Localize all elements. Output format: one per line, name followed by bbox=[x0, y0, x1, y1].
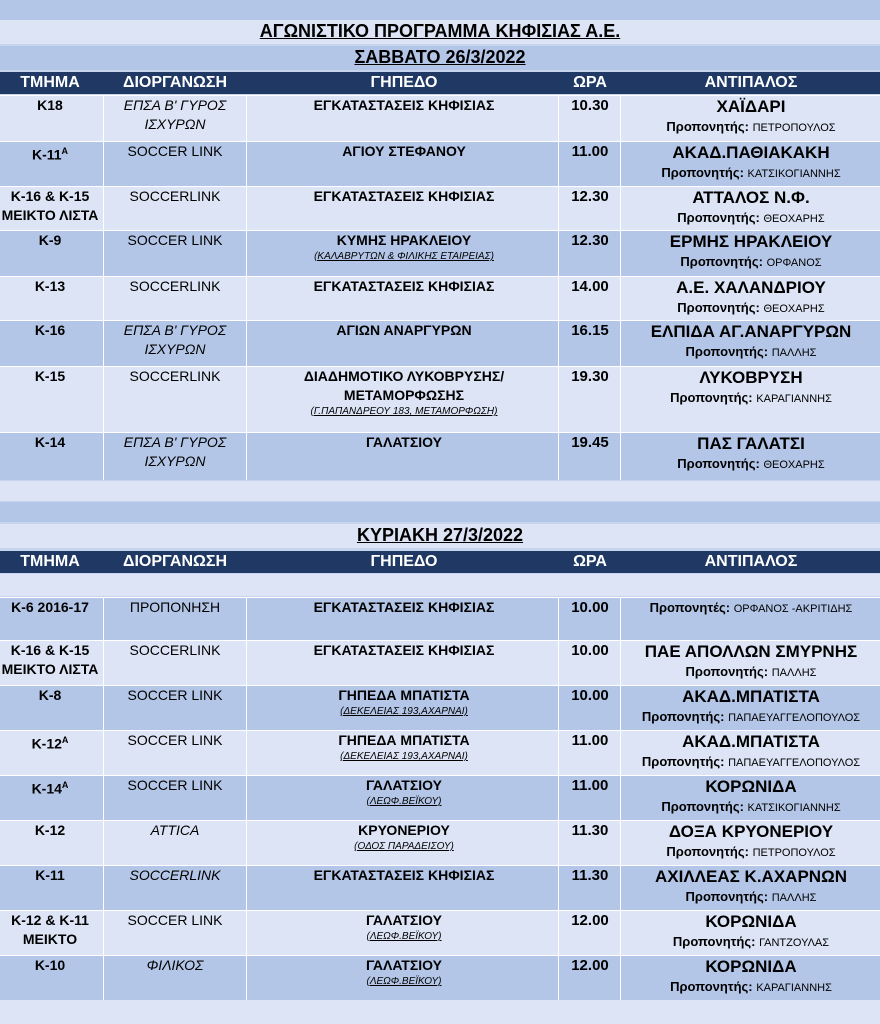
table-row bbox=[0, 141, 880, 186]
table-row bbox=[0, 186, 880, 230]
venue-address: (ΚΑΛΑΒΡΥΤΩΝ & ΦΙΛΙΚΗΣ ΕΤΑΙΡΕΙΑΣ) bbox=[314, 251, 494, 262]
team-cell: Κ-15 bbox=[34, 368, 66, 384]
column-divider bbox=[246, 187, 247, 230]
team-cell: Κ-13 bbox=[34, 278, 66, 294]
competition-cell: SOCCER LINK bbox=[127, 732, 223, 748]
saturday-header-row bbox=[0, 72, 880, 94]
column-divider bbox=[246, 367, 247, 432]
column-divider bbox=[620, 821, 621, 865]
column-divider bbox=[103, 686, 104, 730]
opponent-name: ΕΡΜΗΣ ΗΡΑΚΛΕΙΟΥ bbox=[669, 232, 833, 251]
coach-name: ΘΕΟΧΑΡΗΣ bbox=[763, 459, 825, 471]
column-divider bbox=[620, 866, 621, 910]
time-cell: 11.30 bbox=[571, 867, 609, 884]
column-divider bbox=[620, 776, 621, 820]
opponent-name: ΑΧΙΛΛΕΑΣ Κ.ΑΧΑΡΝΩΝ bbox=[655, 867, 847, 886]
time-cell: 11.00 bbox=[571, 732, 609, 749]
empty-row bbox=[0, 1000, 880, 1024]
team-cell: Κ18 bbox=[37, 97, 63, 113]
column-divider bbox=[620, 641, 621, 685]
page-title: ΑΓΩΝΙΣΤΙΚΟ ΠΡΟΓΡΑΜΜΑ ΚΗΦΙΣΙΑΣ Α.Ε. bbox=[0, 20, 880, 44]
column-divider bbox=[246, 231, 247, 276]
venue-name: ΕΓΚΑΤΑΣΤΑΣΕΙΣ ΚΗΦΙΣΙΑΣ bbox=[313, 97, 495, 113]
column-divider bbox=[103, 866, 104, 910]
venue-name: ΕΓΚΑΤΑΣΤΑΣΕΙΣ ΚΗΦΙΣΙΑΣ bbox=[313, 278, 495, 294]
venue-cell bbox=[248, 598, 560, 617]
opponent-cell bbox=[622, 641, 880, 683]
column-divider bbox=[246, 866, 247, 910]
spacer-band bbox=[0, 502, 880, 522]
opponent-cell bbox=[622, 231, 880, 273]
opponent-cell bbox=[622, 321, 880, 363]
time-cell: 14.00 bbox=[571, 278, 609, 295]
column-divider bbox=[246, 731, 247, 775]
venue-cell bbox=[248, 231, 560, 264]
venue-address: (ΔΕΚΕΛΕΙΑΣ 193,ΑΧΑΡΝΑΙ) bbox=[340, 751, 468, 762]
time-cell: 10.00 bbox=[571, 599, 609, 616]
venue-address: (ΛΕΩΦ.ΒΕΪΚΟΥ) bbox=[366, 796, 442, 807]
venue-name: ΓΑΛΑΤΣΙΟΥ bbox=[366, 912, 442, 928]
opponent-name: ΑΚΑΔ.ΠΑΘΙΑΚΑΚΗ bbox=[672, 143, 830, 162]
header-venue: ΓΗΠΕΔΟ bbox=[370, 553, 438, 570]
opponent-cell bbox=[622, 142, 880, 184]
coach-line: Προπονητής: ΚΑΤΣΙΚΟΓΙΑΝΝΗΣ bbox=[661, 165, 841, 180]
coach-name: ΠΕΤΡΟΠΟΥΛΟΣ bbox=[752, 122, 836, 134]
time-cell: 19.30 bbox=[571, 368, 609, 385]
opponent-cell bbox=[622, 776, 880, 818]
competition-cell: ΦΙΛΙΚΟΣ bbox=[146, 957, 204, 973]
coach-name: ΠΑΛΛΗΣ bbox=[771, 892, 817, 904]
coach-name: ΚΑΤΣΙΚΟΓΙΑΝΝΗΣ bbox=[747, 802, 841, 814]
time-cell: 16.15 bbox=[571, 322, 609, 339]
header-team: ΤΜΗΜΑ bbox=[20, 74, 80, 91]
sunday-header-row bbox=[0, 551, 880, 573]
time-cell: 10.00 bbox=[571, 642, 609, 659]
column-divider bbox=[103, 187, 104, 230]
time-cell: 19.45 bbox=[571, 434, 609, 451]
opponent-cell bbox=[622, 731, 880, 773]
competition-cell: ΠΡΟΠΟΝΗΣΗ bbox=[129, 599, 221, 615]
coach-line: Προπονητής: ΠΑΠΑΕΥΑΓΓΕΛΟΠΟΥΛΟΣ bbox=[641, 754, 861, 769]
venue-cell bbox=[248, 686, 560, 719]
coach-line: Προπονητές: ΟΡΦΑΝΟΣ -ΑΚΡΙΤΙΔΗΣ bbox=[649, 600, 853, 615]
column-divider bbox=[103, 731, 104, 775]
venue-name: ΓΗΠΕΔΑ ΜΠΑΤΙΣΤΑ bbox=[338, 732, 470, 748]
column-divider bbox=[620, 731, 621, 775]
column-divider bbox=[620, 321, 621, 366]
venue-name: ΕΓΚΑΤΑΣΤΑΣΕΙΣ ΚΗΦΙΣΙΑΣ bbox=[313, 599, 495, 615]
column-divider bbox=[103, 956, 104, 1000]
opponent-cell bbox=[622, 866, 880, 908]
coach-name: ΠΑΛΛΗΣ bbox=[771, 347, 817, 359]
opponent-cell bbox=[622, 598, 880, 619]
table-row bbox=[0, 640, 880, 685]
opponent-name: ΠΑΕ ΑΠΟΛΛΩΝ ΣΜΥΡΝΗΣ bbox=[644, 642, 858, 661]
venue-cell bbox=[248, 96, 560, 115]
coach-name: ΚΑΤΣΙΚΟΓΙΑΝΝΗΣ bbox=[747, 168, 841, 180]
coach-name: ΠΕΤΡΟΠΟΥΛΟΣ bbox=[752, 847, 836, 859]
venue-cell bbox=[248, 321, 560, 340]
opponent-cell bbox=[622, 956, 880, 998]
column-divider bbox=[620, 231, 621, 276]
venue-cell bbox=[248, 821, 560, 854]
table-row bbox=[0, 685, 880, 730]
competition-cell: SOCCERLINK bbox=[129, 867, 221, 883]
competition-cell: ΕΠΣΑ Β' ΓΥΡΟΣ ΙΣΧΥΡΩΝ bbox=[123, 97, 227, 132]
column-divider bbox=[620, 96, 621, 141]
venue-address: (Γ.ΠΑΠΑΝΔΡΕΟΥ 183, ΜΕΤΑΜΟΡΦΩΣΗ) bbox=[310, 406, 498, 417]
competition-cell: SOCCER LINK bbox=[127, 232, 223, 248]
opponent-cell bbox=[622, 686, 880, 728]
column-divider bbox=[246, 277, 247, 320]
column-divider bbox=[246, 821, 247, 865]
column-divider bbox=[246, 142, 247, 186]
venue-address: (ΟΔΟΣ ΠΑΡΑΔΕΙΣΟΥ) bbox=[354, 841, 454, 852]
header-competition: ΔΙΟΡΓΑΝΩΣΗ bbox=[122, 553, 228, 570]
competition-cell: ΕΠΣΑ Β' ΓΥΡΟΣ ΙΣΧΥΡΩΝ bbox=[123, 322, 227, 357]
column-divider bbox=[620, 367, 621, 432]
venue-name: ΑΓΙΟΥ ΣΤΕΦΑΝΟΥ bbox=[342, 143, 466, 159]
competition-cell: SOCCER LINK bbox=[127, 777, 223, 793]
opponent-name: ΧΑΪΔΑΡΙ bbox=[716, 97, 786, 116]
time-cell: 11.30 bbox=[571, 822, 609, 839]
column-divider bbox=[103, 367, 104, 432]
venue-name: ΑΓΙΩΝ ΑΝΑΡΓΥΡΩΝ bbox=[336, 322, 472, 338]
table-row bbox=[0, 910, 880, 955]
header-time: ΩΡΑ bbox=[573, 74, 607, 91]
opponent-cell bbox=[622, 433, 880, 475]
column-divider bbox=[103, 277, 104, 320]
coach-name: ΓΑΝΤΖΟΥΛΑΣ bbox=[759, 937, 830, 949]
time-cell: 12.00 bbox=[571, 957, 609, 974]
coach-name: ΘΕΟΧΑΡΗΣ bbox=[763, 213, 825, 225]
competition-cell: SOCCERLINK bbox=[129, 642, 221, 658]
venue-address: (ΛΕΩΦ.ΒΕΪΚΟΥ) bbox=[366, 976, 442, 987]
column-divider bbox=[246, 641, 247, 685]
table-row bbox=[0, 276, 880, 320]
opponent-name: ΚΟΡΩΝΙΔΑ bbox=[705, 957, 797, 976]
time-cell: 12.30 bbox=[571, 232, 609, 249]
team-cell: Κ-12 & Κ-11 ΜΕΙΚΤΟ bbox=[11, 912, 89, 947]
column-divider bbox=[103, 641, 104, 685]
column-divider bbox=[103, 142, 104, 186]
opponent-name: ΔΟΞΑ ΚΡΥΟΝΕΡΙΟΥ bbox=[668, 822, 834, 841]
competition-cell: ΕΠΣΑ Β' ΓΥΡΟΣ ΙΣΧΥΡΩΝ bbox=[123, 434, 227, 469]
coach-line: Προπονητής: ΠΕΤΡΟΠΟΥΛΟΣ bbox=[666, 119, 836, 134]
column-divider bbox=[103, 321, 104, 366]
team-suffix: Α bbox=[61, 780, 69, 790]
coach-name: ΚΑΡΑΓΙΑΝΝΗΣ bbox=[756, 393, 832, 405]
venue-name: ΕΓΚΑΤΑΣΤΑΣΕΙΣ ΚΗΦΙΣΙΑΣ bbox=[313, 188, 495, 204]
saturday-date: ΣΑΒΒΑΤΟ 26/3/2022 bbox=[0, 46, 880, 70]
coach-line: Προπονητής: ΘΕΟΧΑΡΗΣ bbox=[677, 300, 825, 315]
opponent-name: ΠΑΣ ΓΑΛΑΤΣΙ bbox=[697, 434, 805, 453]
coach-line: Προπονητής: ΓΑΝΤΖΟΥΛΑΣ bbox=[672, 934, 830, 949]
competition-cell: SOCCER LINK bbox=[127, 687, 223, 703]
team-suffix: Α bbox=[61, 146, 69, 156]
venue-address: (ΔΕΚΕΛΕΙΑΣ 193,ΑΧΑΡΝΑΙ) bbox=[340, 706, 468, 717]
opponent-cell bbox=[622, 821, 880, 863]
table-row bbox=[0, 597, 880, 640]
venue-cell bbox=[248, 911, 560, 944]
top-band bbox=[0, 0, 880, 20]
column-divider bbox=[246, 956, 247, 1000]
column-divider bbox=[103, 433, 104, 480]
opponent-cell bbox=[622, 187, 880, 229]
column-divider bbox=[103, 598, 104, 640]
table-row bbox=[0, 366, 880, 432]
venue-name: ΕΓΚΑΤΑΣΤΑΣΕΙΣ ΚΗΦΙΣΙΑΣ bbox=[313, 867, 495, 883]
column-divider bbox=[103, 96, 104, 141]
venue-cell bbox=[248, 142, 560, 161]
column-divider bbox=[246, 911, 247, 955]
coach-line: Προπονητής: ΚΑΤΣΙΚΟΓΙΑΝΝΗΣ bbox=[661, 799, 841, 814]
opponent-name: ΑΚΑΔ.ΜΠΑΤΙΣΤΑ bbox=[682, 732, 820, 751]
table-row bbox=[0, 320, 880, 366]
column-divider bbox=[246, 776, 247, 820]
opponent-cell bbox=[622, 911, 880, 953]
spacer-band bbox=[0, 481, 880, 501]
column-divider bbox=[246, 433, 247, 480]
competition-cell: SOCCERLINK bbox=[129, 188, 221, 204]
team-cell: Κ-6 2016-17 bbox=[11, 599, 89, 615]
header-opponent: ΑΝΤΙΠΑΛΟΣ bbox=[704, 553, 798, 570]
coach-line: Προπονητής: ΟΡΦΑΝΟΣ bbox=[680, 254, 822, 269]
coach-name: ΚΑΡΑΓΙΑΝΝΗΣ bbox=[756, 982, 832, 994]
venue-cell bbox=[248, 956, 560, 989]
column-divider bbox=[103, 231, 104, 276]
column-divider bbox=[103, 821, 104, 865]
column-divider bbox=[620, 187, 621, 230]
coach-line: Προπονητής: ΠΕΤΡΟΠΟΥΛΟΣ bbox=[666, 844, 836, 859]
team-cell: Κ-11 bbox=[35, 867, 65, 883]
coach-line: Προπονητής: ΚΑΡΑΓΙΑΝΝΗΣ bbox=[670, 979, 832, 994]
coach-line: Προπονητής: ΘΕΟΧΑΡΗΣ bbox=[677, 456, 825, 471]
table-row bbox=[0, 955, 880, 1000]
time-cell: 12.00 bbox=[571, 912, 609, 929]
team-cell: Κ-10 bbox=[34, 957, 66, 973]
opponent-name: ΑΚΑΔ.ΜΠΑΤΙΣΤΑ bbox=[682, 687, 820, 706]
table-row bbox=[0, 820, 880, 865]
coach-line: Προπονητής: ΠΑΛΛΗΣ bbox=[685, 344, 817, 359]
time-cell: 10.30 bbox=[571, 97, 609, 114]
team-cell: Κ-9 bbox=[38, 232, 62, 248]
table-row bbox=[0, 775, 880, 820]
venue-name: ΚΡΥΟΝΕΡΙΟΥ bbox=[358, 822, 450, 838]
coach-name: ΟΡΦΑΝΟΣ -ΑΚΡΙΤΙΔΗΣ bbox=[733, 603, 853, 615]
venue-name: ΓΗΠΕΔΑ ΜΠΑΤΙΣΤΑ bbox=[338, 687, 470, 703]
column-divider bbox=[246, 321, 247, 366]
venue-cell bbox=[248, 866, 560, 885]
team-suffix: Α bbox=[61, 735, 69, 745]
column-divider bbox=[620, 142, 621, 186]
team-cell: Κ-16 & Κ-15 ΜΕΙΚΤΟ ΛΙΣΤΑ bbox=[1, 642, 99, 677]
venue-cell bbox=[248, 641, 560, 660]
venue-cell bbox=[248, 277, 560, 296]
coach-name: ΘΕΟΧΑΡΗΣ bbox=[763, 303, 825, 315]
time-cell: 12.30 bbox=[571, 188, 609, 205]
table-row bbox=[0, 230, 880, 276]
opponent-cell bbox=[622, 277, 880, 319]
column-divider bbox=[620, 433, 621, 480]
team-cell: $K-14^A$ bbox=[31, 780, 69, 797]
table-row bbox=[0, 865, 880, 910]
empty-row bbox=[0, 574, 880, 596]
venue-cell bbox=[248, 433, 560, 452]
venue-cell bbox=[248, 776, 560, 809]
team-cell: Κ-16 & Κ-15 ΜΕΙΚΤΟ ΛΙΣΤΑ bbox=[1, 188, 99, 223]
column-divider bbox=[620, 686, 621, 730]
competition-cell: SOCCERLINK bbox=[129, 368, 221, 384]
column-divider bbox=[620, 277, 621, 320]
column-divider bbox=[103, 776, 104, 820]
header-opponent: ΑΝΤΙΠΑΛΟΣ bbox=[704, 74, 798, 91]
header-competition: ΔΙΟΡΓΑΝΩΣΗ bbox=[122, 74, 228, 91]
venue-name: ΓΑΛΑΤΣΙΟΥ bbox=[366, 434, 442, 450]
column-divider bbox=[620, 598, 621, 640]
opponent-name: ΕΛΠΙΔΑ ΑΓ.ΑΝΑΡΓΥΡΩΝ bbox=[650, 322, 852, 341]
time-cell: 11.00 bbox=[571, 143, 609, 160]
column-divider bbox=[620, 956, 621, 1000]
column-divider bbox=[620, 911, 621, 955]
team-cell: Κ-12 bbox=[34, 822, 66, 838]
opponent-name: ΛΥΚΟΒΡΥΣΗ bbox=[699, 368, 803, 387]
header-venue: ΓΗΠΕΔΟ bbox=[370, 74, 438, 91]
coach-name: ΠΑΛΛΗΣ bbox=[771, 667, 817, 679]
team-cell: $K-11^A$ bbox=[31, 146, 69, 163]
column-divider bbox=[246, 96, 247, 141]
opponent-cell bbox=[622, 96, 880, 138]
column-divider bbox=[246, 598, 247, 640]
coach-name: ΟΡΦΑΝΟΣ bbox=[766, 257, 822, 269]
team-cell: Κ-16 bbox=[34, 322, 66, 338]
time-cell: 10.00 bbox=[571, 687, 609, 704]
team-cell: $K-12^A$ bbox=[31, 735, 69, 752]
venue-name: ΓΑΛΑΤΣΙΟΥ bbox=[366, 777, 442, 793]
venue-name: ΓΑΛΑΤΣΙΟΥ bbox=[366, 957, 442, 973]
coach-line: Προπονητής: ΠΑΛΛΗΣ bbox=[685, 889, 817, 904]
table-row bbox=[0, 95, 880, 141]
coach-line: Προπονητής: ΘΕΟΧΑΡΗΣ bbox=[677, 210, 825, 225]
time-cell: 11.00 bbox=[571, 777, 609, 794]
competition-cell: SOCCER LINK bbox=[127, 912, 223, 928]
team-cell: Κ-8 bbox=[38, 687, 62, 703]
venue-name: ΕΓΚΑΤΑΣΤΑΣΕΙΣ ΚΗΦΙΣΙΑΣ bbox=[313, 642, 495, 658]
venue-address: (ΛΕΩΦ.ΒΕΪΚΟΥ) bbox=[366, 931, 442, 942]
opponent-name: ΚΟΡΩΝΙΔΑ bbox=[705, 912, 797, 931]
header-time: ΩΡΑ bbox=[573, 553, 607, 570]
table-row bbox=[0, 730, 880, 775]
venue-name: ΔΙΑΔΗΜΟΤΙΚΟ ΛΥΚΟΒΡΥΣΗΣ/ΜΕΤΑΜΟΡΦΩΣΗΣ bbox=[303, 368, 505, 403]
opponent-name: Α.Ε. ΧΑΛΑΝΔΡΙΟΥ bbox=[676, 278, 826, 297]
coach-line: Προπονητής: ΠΑΠΑΕΥΑΓΓΕΛΟΠΟΥΛΟΣ bbox=[641, 709, 861, 724]
column-divider bbox=[103, 911, 104, 955]
opponent-name: ΚΟΡΩΝΙΔΑ bbox=[705, 777, 797, 796]
sunday-date: ΚΥΡΙΑΚΗ 27/3/2022 bbox=[0, 524, 880, 548]
opponent-cell bbox=[622, 367, 880, 409]
team-cell: Κ-14 bbox=[34, 434, 66, 450]
table-row bbox=[0, 432, 880, 480]
competition-cell: SOCCER LINK bbox=[127, 143, 223, 159]
venue-cell bbox=[248, 187, 560, 206]
opponent-name: ΑΤΤΑΛΟΣ Ν.Φ. bbox=[692, 188, 810, 207]
venue-cell bbox=[248, 731, 560, 764]
coach-name: ΠΑΠΑΕΥΑΓΓΕΛΟΠΟΥΛΟΣ bbox=[728, 712, 861, 724]
competition-cell: SOCCERLINK bbox=[129, 278, 221, 294]
venue-cell bbox=[248, 367, 560, 419]
coach-name: ΠΑΠΑΕΥΑΓΓΕΛΟΠΟΥΛΟΣ bbox=[728, 757, 861, 769]
column-divider bbox=[246, 686, 247, 730]
coach-line: Προπονητής: ΚΑΡΑΓΙΑΝΝΗΣ bbox=[670, 390, 832, 405]
competition-cell: ATTICA bbox=[150, 822, 200, 838]
coach-line: Προπονητής: ΠΑΛΛΗΣ bbox=[685, 664, 817, 679]
header-team: ΤΜΗΜΑ bbox=[20, 553, 80, 570]
venue-name: ΚΥΜΗΣ ΗΡΑΚΛΕΙΟΥ bbox=[336, 232, 472, 248]
